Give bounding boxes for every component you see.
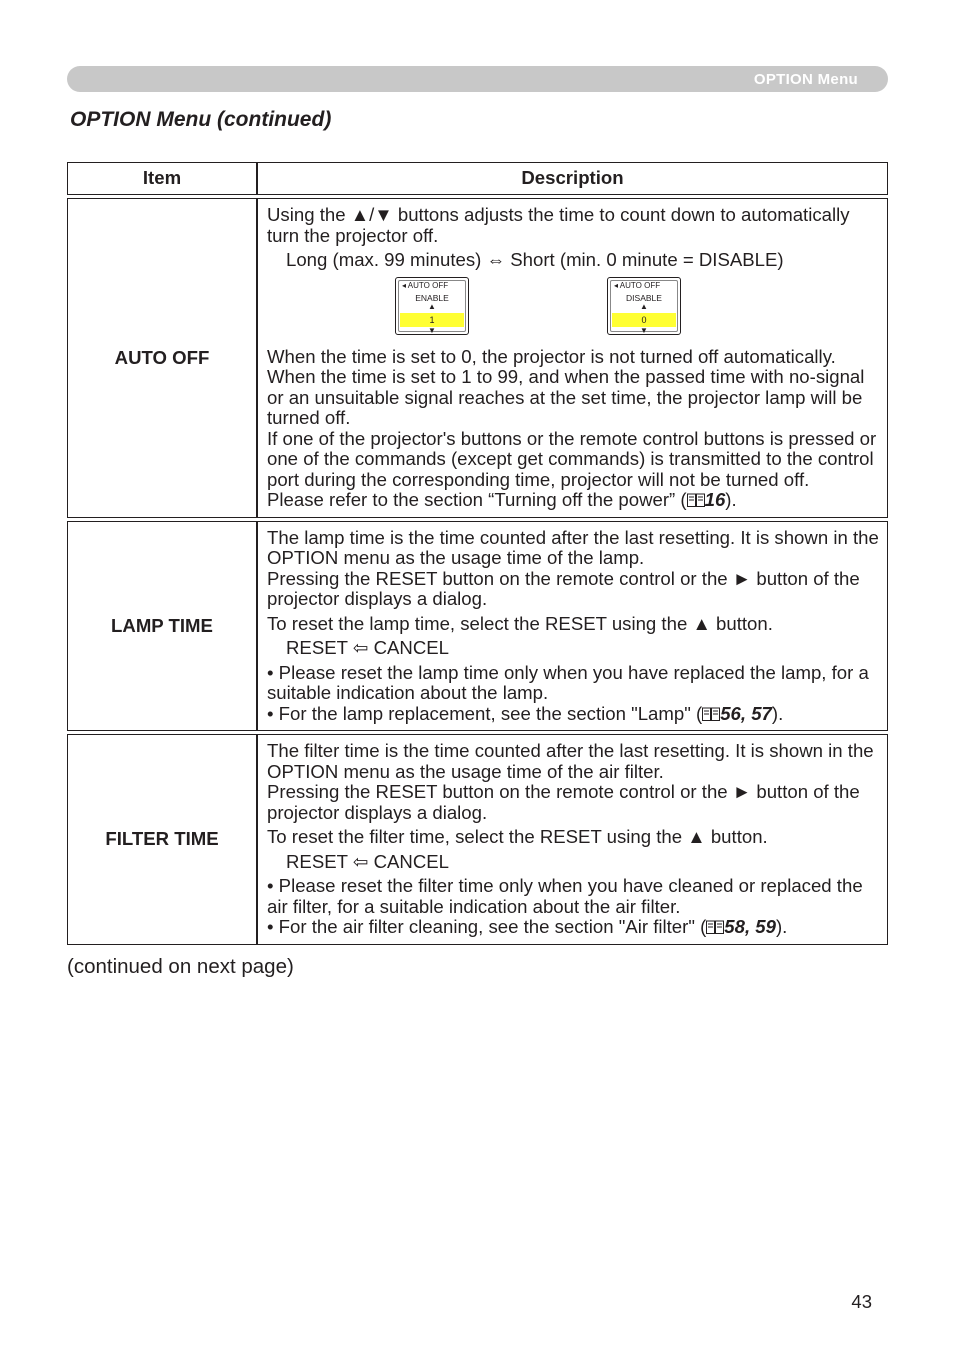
page-reference[interactable]: 58, 59 (724, 916, 776, 937)
osd-down-arrow-icon: ▼ (428, 325, 436, 335)
osd-up-arrow-icon: ▲ (428, 301, 436, 311)
page-number: 43 (851, 1291, 872, 1312)
filter-time-paragraph-4: • Please reset the filter time only when you have cleaned or replaced the air filter, for a suitable indication about the air filter. (267, 875, 863, 917)
osd-examples (267, 277, 879, 339)
osd-mode-disable: DISABLE (626, 292, 662, 303)
filter-time-paragraph-1: The filter time is the time counted after the last resetting. It is shown in the OPTION menu as the usage time of the air filter. (267, 740, 874, 782)
filter-time-paragraph-3: To reset the filter time, select the RESET using the ▲ button. (267, 826, 768, 847)
auto-off-range-short: Short (min. 0 minute = DISABLE) (510, 249, 784, 270)
osd-value-enable: 1 (400, 313, 464, 327)
filter-time-paragraph-5: • For the air filter cleaning, see the section "Air filter" ( 58, 59). (267, 916, 788, 937)
book-icon (687, 493, 705, 508)
osd-auto-off-disable (607, 277, 681, 335)
osd-down-arrow-icon: ▼ (640, 325, 648, 335)
description-filter-time (257, 734, 888, 945)
auto-off-paragraph-3: If one of the projector's buttons or the remote control buttons is pressed or one of the commands (except get commands) is transmitted to the control port during the corresponding time, projector will not be turned off. (267, 427, 877, 490)
osd-title: ◂ AUTO OFF (614, 280, 661, 290)
continued-note: (continued on next page) (67, 955, 294, 978)
auto-off-paragraph-4: Please refer to the section “Turning off the power” ( 16). (267, 489, 737, 510)
lamp-time-paragraph-3: To reset the lamp time, select the RESET using the ▲ button. (267, 612, 773, 634)
table-row-auto-off (67, 198, 888, 518)
header-label: OPTION Menu (753, 71, 858, 88)
description-lamp-time (257, 521, 888, 732)
column-header-item: Item (67, 162, 257, 195)
item-filter-time: FILTER TIME (67, 734, 257, 945)
osd-title: ◂ AUTO OFF (402, 280, 449, 290)
double-arrow-icon: ⇔ (486, 249, 506, 270)
osd-mode-enable: ENABLE (415, 292, 449, 303)
book-icon (706, 920, 724, 935)
auto-off-paragraph-1: Using the ▲/▼ buttons adjusts the time to count down to automatically turn the projector off. (267, 204, 850, 246)
page-reference[interactable]: 16 (704, 489, 726, 510)
description-auto-off (257, 198, 888, 518)
page-reference[interactable]: 56, 57 (720, 702, 772, 724)
osd-value-disable: 0 (612, 313, 676, 327)
table-header-row (67, 162, 888, 195)
header-bar (67, 66, 888, 92)
lamp-time-paragraph-1: The lamp time is the time counted after the last resetting. It is shown in the OPTION menu as the usage time of the lamp. (267, 526, 879, 568)
lamp-time-paragraph-4: • Please reset the lamp time only when you have replaced the lamp, for a suitable indication about the lamp. (267, 661, 869, 703)
filter-time-reset-line: RESET ⇦ CANCEL (286, 850, 449, 872)
auto-off-range-long: Long (max. 99 minutes) (286, 249, 482, 270)
auto-off-paragraph-2: When the time is set to 0, the projector is not turned off automatically. When the time is set to 1 to 99, and when the passed time with no-signal or an unsuitable signal reaches at the set time, the projector lamp will be turned off. (267, 345, 865, 428)
auto-off-range (267, 250, 879, 271)
osd-left-arrow-icon: ◂ (402, 280, 408, 290)
item-lamp-time: LAMP TIME (67, 521, 257, 732)
book-icon (702, 707, 720, 722)
filter-time-paragraph-2: Pressing the RESET button on the remote control or the ► button of the projector displays a dialog. (267, 781, 860, 823)
option-menu-table (67, 159, 888, 948)
lamp-time-paragraph-2: Pressing the RESET button on the remote control or the ► button of the projector displays a dialog. (267, 567, 860, 609)
column-header-description: Description (257, 162, 888, 195)
table-row-filter-time (67, 734, 888, 945)
lamp-time-reset-line: RESET ⇦ CANCEL (286, 637, 449, 658)
table-row-lamp-time (67, 521, 888, 732)
lamp-time-paragraph-5: • For the lamp replacement, see the section "Lamp" ( 56, 57). (267, 702, 784, 724)
osd-auto-off-enable (395, 277, 469, 335)
osd-up-arrow-icon: ▲ (640, 301, 648, 311)
item-auto-off: AUTO OFF (67, 198, 257, 518)
osd-left-arrow-icon: ◂ (614, 280, 620, 290)
section-title: OPTION Menu (continued) (70, 108, 332, 131)
